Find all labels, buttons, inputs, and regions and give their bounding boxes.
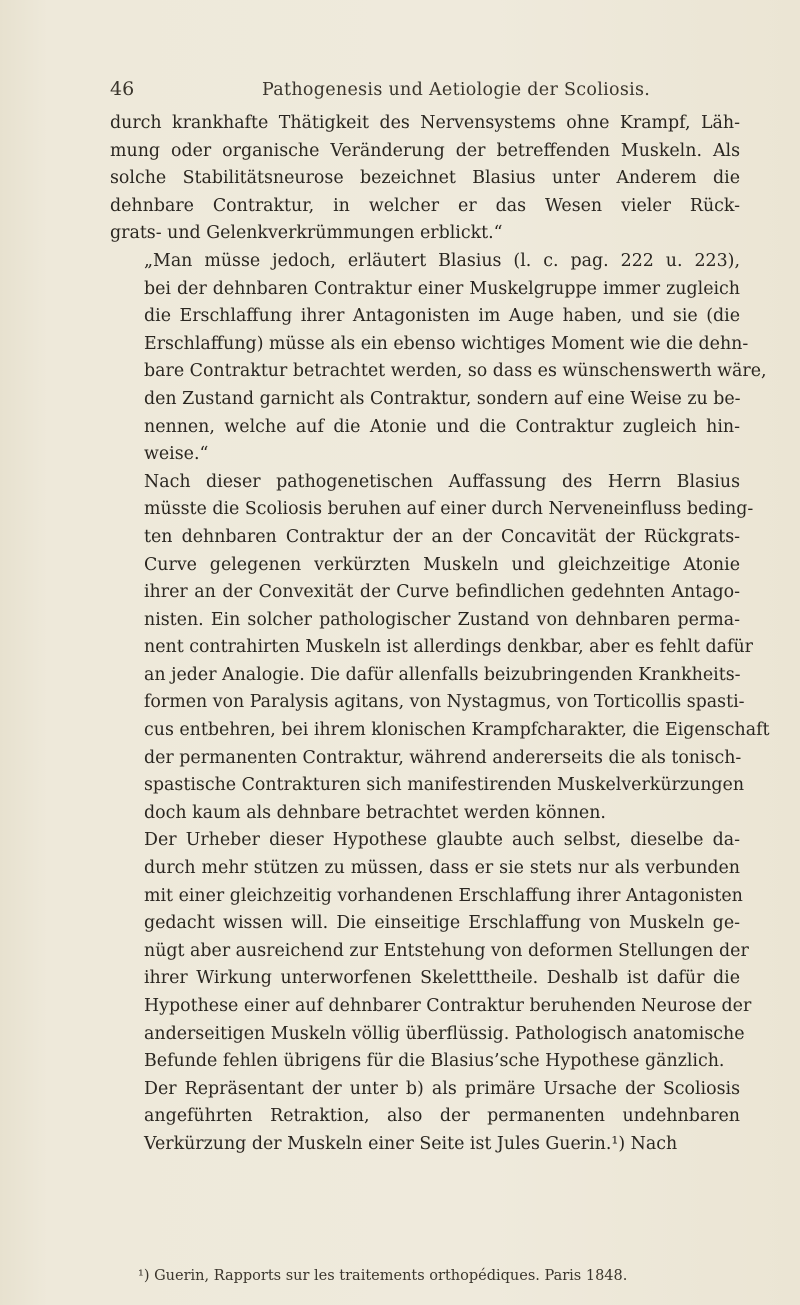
text-line: gedacht wissen will. Die einseitige Erschlaffung von Muskeln ge- (144, 913, 740, 934)
text-line: die Erschlaffung ihrer Antagonisten im Auge haben, und sie (die (144, 306, 740, 327)
text-line: solche Stabilitätsneurose bezeichnet Blasius unter Anderem die (110, 168, 740, 189)
text-line: Der Repräsentant der unter b) als primäre Ursache der Scoliosis (144, 1078, 740, 1099)
text-line: müsste die Scoliosis beruhen auf einer durch Nerveneinfluss beding- (144, 499, 754, 520)
text-line: anderseitigen Muskeln völlig überflüssig. Pathologisch anatomische (144, 1023, 745, 1044)
running-head: Pathogenesis und Aetiologie der Scoliosis. (262, 80, 651, 100)
text-line: nent contrahirten Muskeln ist allerdings denkbar, aber es fehlt dafür (144, 637, 753, 658)
text-line: spastische Contrakturen sich manifestirenden Muskelverkürzungen (144, 775, 745, 796)
paragraph (110, 469, 770, 828)
page-header (110, 78, 710, 108)
text-line: ihrer Wirkung unterworfenen Skeletttheile. Deshalb ist dafür die (144, 968, 740, 989)
text-line: angeführten Retraktion, also der permanenten undehnbaren (144, 1106, 740, 1127)
text-line: bei der dehnbaren Contraktur einer Muskelgruppe immer zugleich (144, 278, 740, 299)
paragraph (110, 1076, 740, 1159)
text-line: bare Contraktur betrachtet werden, so dass es wünschenswerth wäre, (144, 361, 767, 382)
text-line: doch kaum als dehnbare betrachtet werden können. (144, 802, 606, 823)
text-line: Erschlaffung) müsse als ein ebenso wichtiges Moment wie die dehn- (144, 333, 749, 354)
text-line: dehnbare Contraktur, in welcher er das Wesen vieler Rück- (110, 195, 740, 216)
text-line: ten dehnbaren Contraktur der an der Concavität der Rückgrats- (144, 526, 740, 547)
text-line: nennen, welche auf die Atonie und die Contraktur zugleich hin- (144, 416, 740, 437)
text-line: Verkürzung der Muskeln einer Seite ist Jules Guerin.¹) Nach (144, 1133, 678, 1154)
text-line: cus entbehren, bei ihrem klonischen Krampfcharakter, die Eigenschaft (144, 720, 770, 741)
text-line: durch mehr stützen zu müssen, dass er sie stets nur als verbunden (144, 858, 740, 879)
text-line: Befunde fehlen übrigens für die Blasius’sche Hypothese gänzlich. (144, 1051, 725, 1072)
text-line: Nach dieser pathogenetischen Auffassung des Herrn Blasius (144, 471, 740, 492)
paragraph (110, 110, 740, 248)
text-line: ihrer an der Convexität der Curve befindlichen gedehnten Antago- (144, 582, 740, 603)
text-line: mung oder organische Veränderung der betreffenden Muskeln. Als (110, 140, 740, 161)
paragraph (110, 248, 767, 469)
text-line: formen von Paralysis agitans, von Nystagmus, von Torticollis spasti- (144, 692, 745, 713)
footnote: ¹) Guerin, Rapports sur les traitements orthopédiques. Paris 1848. (138, 1268, 628, 1284)
text-line: nügt aber ausreichend zur Entstehung von deformen Stellungen der (144, 940, 749, 961)
text-line: mit einer gleichzeitig vorhandenen Erschlaffung ihrer Antagonisten (144, 885, 743, 906)
body-text (110, 110, 770, 1159)
text-line: Hypothese einer auf dehnbarer Contraktur beruhenden Neurose der (144, 996, 752, 1016)
text-line: grats- und Gelenkverkrümmungen erblickt.“ (110, 223, 503, 244)
text-line: weise.“ (144, 444, 209, 465)
text-line: der permanenten Contraktur, während andererseits die als tonisch- (144, 747, 742, 768)
text-line: durch krankhafte Thätigkeit des Nervensystems ohne Krampf, Läh- (110, 113, 740, 133)
paragraph (110, 827, 752, 1075)
text-line: Der Urheber dieser Hypothese glaubte auch selbst, dieselbe da- (144, 830, 740, 851)
text-line: an jeder Analogie. Die dafür allenfalls beizubringenden Krankheits- (144, 664, 741, 685)
text-line: nisten. Ein solcher pathologischer Zustand von dehnbaren perma- (144, 609, 740, 630)
text-line: den Zustand garnicht als Contraktur, sondern auf eine Weise zu be- (144, 388, 741, 409)
text-line: „Man müsse jedoch, erläutert Blasius (l. c. pag. 222 u. 223), (144, 250, 740, 271)
text-line: Curve gelegenen verkürzten Muskeln und gleichzeitige Atonie (144, 554, 740, 575)
page-number: 46 (110, 78, 135, 100)
